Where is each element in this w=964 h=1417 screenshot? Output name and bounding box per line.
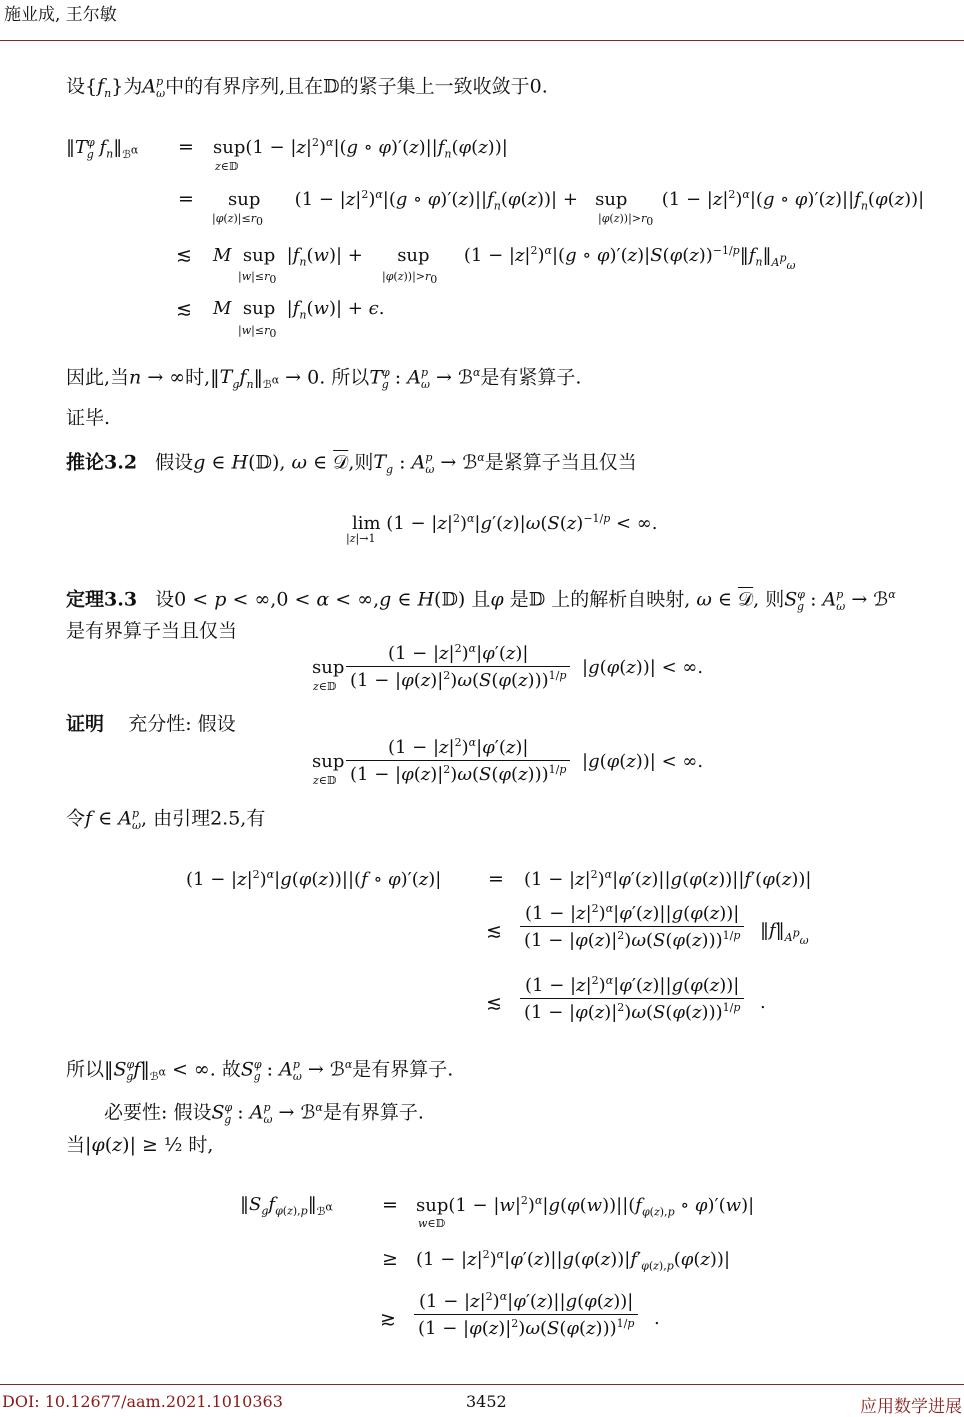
proof-formula-frac: $(1 - |z|^2)^\alpha|\varphi'(z)|$ $(1 - |\varphi(z)|^2)\omega(S(\varphi(z)))^{1/p}$: [346, 736, 570, 785]
corollary-formula: $\lim (1 - |z|^2)^\alpha|g'(z)|\omega(S(z)^{-1/p}$ < ∞.: [352, 512, 658, 534]
proof-formula-tail: |g(φ(z))| < ∞.: [582, 751, 704, 772]
eq2-tail-2: $‖f‖_{A^p_\omega}$: [760, 920, 809, 947]
eq3-rel-1: =: [382, 1194, 398, 1216]
necessity-sentence: 必要性: 假设$S^\varphi_g$ : $A^p_\omega$ → ℬ$^\alpha$是有界算子.: [104, 1101, 424, 1127]
footer-rule: [0, 1384, 964, 1385]
thm-formula-sub: z∈𝔻: [313, 680, 337, 693]
running-header-authors: 施业成, 王尔敏: [4, 5, 117, 25]
corollary-limit-sub: |z|→1: [346, 532, 376, 545]
eq1-rhs-4: M sup $|f_n(w)| + \epsilon$.: [213, 298, 385, 322]
corollary-label: 推论3.2: [66, 451, 138, 474]
thm-formula-sup: sup: [312, 657, 345, 678]
thm-formula-tail: |g(φ(z))| < ∞.: [582, 657, 704, 678]
proof-formula-sup: sup: [312, 751, 345, 772]
eq3-lhs: $‖S_gf_{\varphi(z),p}‖_{ℬ^\alpha}$: [240, 1194, 333, 1218]
eq1-sub-3b: $|\varphi(z))|>r_0$: [382, 270, 438, 287]
so-sentence: 所以$‖S^\varphi_gf‖_{ℬ^\alpha}$ < ∞. 故$S^\varphi_g$ : $A^p_\omega$ → ℬ$^\alpha$是有界算子.: [66, 1058, 454, 1084]
eq2-rhs-1: $(1 - |z|^2)^\alpha|\varphi'(z)||g(\varphi(z))||f'(\varphi(z))|$: [524, 868, 812, 890]
therefore-sentence: 因此,当n → ∞时$,‖T_gf_n‖_{ℬ^\alpha} \to 0$. 所以$T^\varphi_g$ : $A^p_\omega$ → ℬ$^\alpha$是有紧算子.: [66, 366, 582, 392]
eq1-rel-4: ≲: [176, 298, 192, 320]
eq2-tail-3: .: [760, 992, 766, 1013]
thm-formula-frac: $(1 - |z|^2)^\alpha|\varphi'(z)|$ $(1 - |\varphi(z)|^2)\omega(S(\varphi(z)))^{1/p}$: [346, 642, 570, 691]
qed: 证毕.: [66, 407, 111, 429]
eq3-sub-1: w∈𝔻: [418, 1217, 446, 1230]
proof-label: 证明: [66, 713, 105, 735]
eq3-frac-3: $(1 - |z|^2)^\alpha|\varphi'(z)||g(\varphi(z))|$ $(1 - |\varphi(z)|^2)\omega(S(\varphi(z)))^{1/p}$: [414, 1290, 638, 1339]
intro-sentence: 设$\{f_n\}$为$A^p_\omega$中的有界序列,且在𝔻的紧子集上一致收敛于0.: [66, 75, 548, 101]
corollary-3-2: 推论3.2 假设g ∈ H(𝔻), ω ∈ 𝒟,则$T_g$ : $A^p_\omega$ → ℬ$^\alpha$是紧算子当且仅当: [66, 451, 637, 477]
eq1-rhs-2: sup $(1 - |z|^2)^\alpha|(g$ ∘ $\varphi)'(z)||f_n(\varphi(z))|$ + sup $(1 - |z|^2)^\alpha|(g$ ∘ $\varphi)'(z)||f_n(\varphi(z))|$: [228, 188, 925, 213]
eq1-rhs-3: M sup $|f_n(w)|$ + sup $(1 - |z|^2)^\alpha|(g$ ∘ $\varphi)'(z)|S(\varphi(z))^{-1/p}‖f_n‖_{A^p_\omega}$: [213, 244, 796, 272]
eq1-rhs-1: $sup(1 - |z|^2)^\alpha|(g$ ∘ $\varphi)'(z)||f_n(\varphi(z))|$: [213, 136, 508, 161]
theorem-3-3: 定理3.3 设0 < p < ∞,0 < α < ∞,g ∈ H(𝔻) 且φ 是𝔻 上的解析自映射, ω ∈ 𝒟, 则$S^\varphi_g$ : $A^p_\omega$ → ℬ$^\alpha$: [66, 588, 896, 614]
proof-sufficiency: 证明 充分性: 假设: [66, 713, 236, 735]
eq2-rel-3: ≲: [486, 992, 502, 1014]
footer-doi[interactable]: DOI: 10.12677/aam.2021.1010363: [2, 1392, 283, 1411]
eq1-rel-3: ≲: [176, 244, 192, 266]
eq1-sub-4: $|w|\le r_0$: [238, 324, 277, 341]
eq3-rel-3: ≳: [380, 1308, 396, 1330]
footer-journal-name: 应用数学进展: [860, 1397, 962, 1417]
eq1-rel-1: =: [178, 136, 194, 158]
eq2-frac-3: $(1 - |z|^2)^\alpha|\varphi'(z)||g(\varphi(z))|$ $(1 - |\varphi(z)|^2)\omega(S(\varphi(z)))^{1/p}$: [520, 974, 744, 1023]
eq1-sub-3a: $|w|\le r_0$: [238, 270, 277, 287]
eq1-sub-2b: $|\varphi(z))|>r_0$: [598, 212, 654, 229]
eq3-rel-2: ≥: [382, 1248, 398, 1270]
let-sentence: 令f ∈ $A^p_\omega$, 由引理2.5,有: [66, 807, 266, 833]
eq2-rel-1: =: [488, 868, 504, 890]
eq3-tail-3: .: [654, 1308, 660, 1329]
eq1-sub-1: z∈𝔻: [215, 160, 239, 173]
footer-page-number: 3452: [466, 1392, 507, 1411]
when-sentence: 当|φ(z)| ≥ ½ 时,: [66, 1134, 214, 1156]
theorem-label: 定理3.3: [66, 588, 138, 611]
proof-formula-sub: z∈𝔻: [313, 774, 337, 787]
header-rule: [0, 40, 964, 41]
eq1-sub-2a: $|\varphi(z)|\le r_0$: [212, 212, 263, 229]
eq2-rel-2: ≲: [486, 920, 502, 942]
eq2-lhs: $(1 - |z|^2)^\alpha|g(\varphi(z))||(f$ ∘ φ)′(z)|: [186, 868, 442, 890]
eq3-rhs-2: $(1 - |z|^2)^\alpha|\varphi'(z)||g(\varphi(z))|f'_{\varphi(z),p}(\varphi(z))|$: [416, 1248, 731, 1273]
eq3-rhs-1: $sup(1 - |w|^2)^\alpha|g(\varphi(w))||(f_{\varphi(z),p}$ ∘ φ)′(w)|: [416, 1194, 755, 1219]
eq1-lhs: $‖T^\varphi_g$ $f_n‖_{ℬ^\alpha}$: [66, 136, 139, 161]
eq1-rel-2: =: [178, 188, 194, 210]
theorem-3-3-cont: 是有界算子当且仅当: [66, 620, 238, 642]
eq2-frac-2: $(1 - |z|^2)^\alpha|\varphi'(z)||g(\varphi(z))|$ $(1 - |\varphi(z)|^2)\omega(S(\varphi(z)))^{1/p}$: [520, 902, 744, 951]
